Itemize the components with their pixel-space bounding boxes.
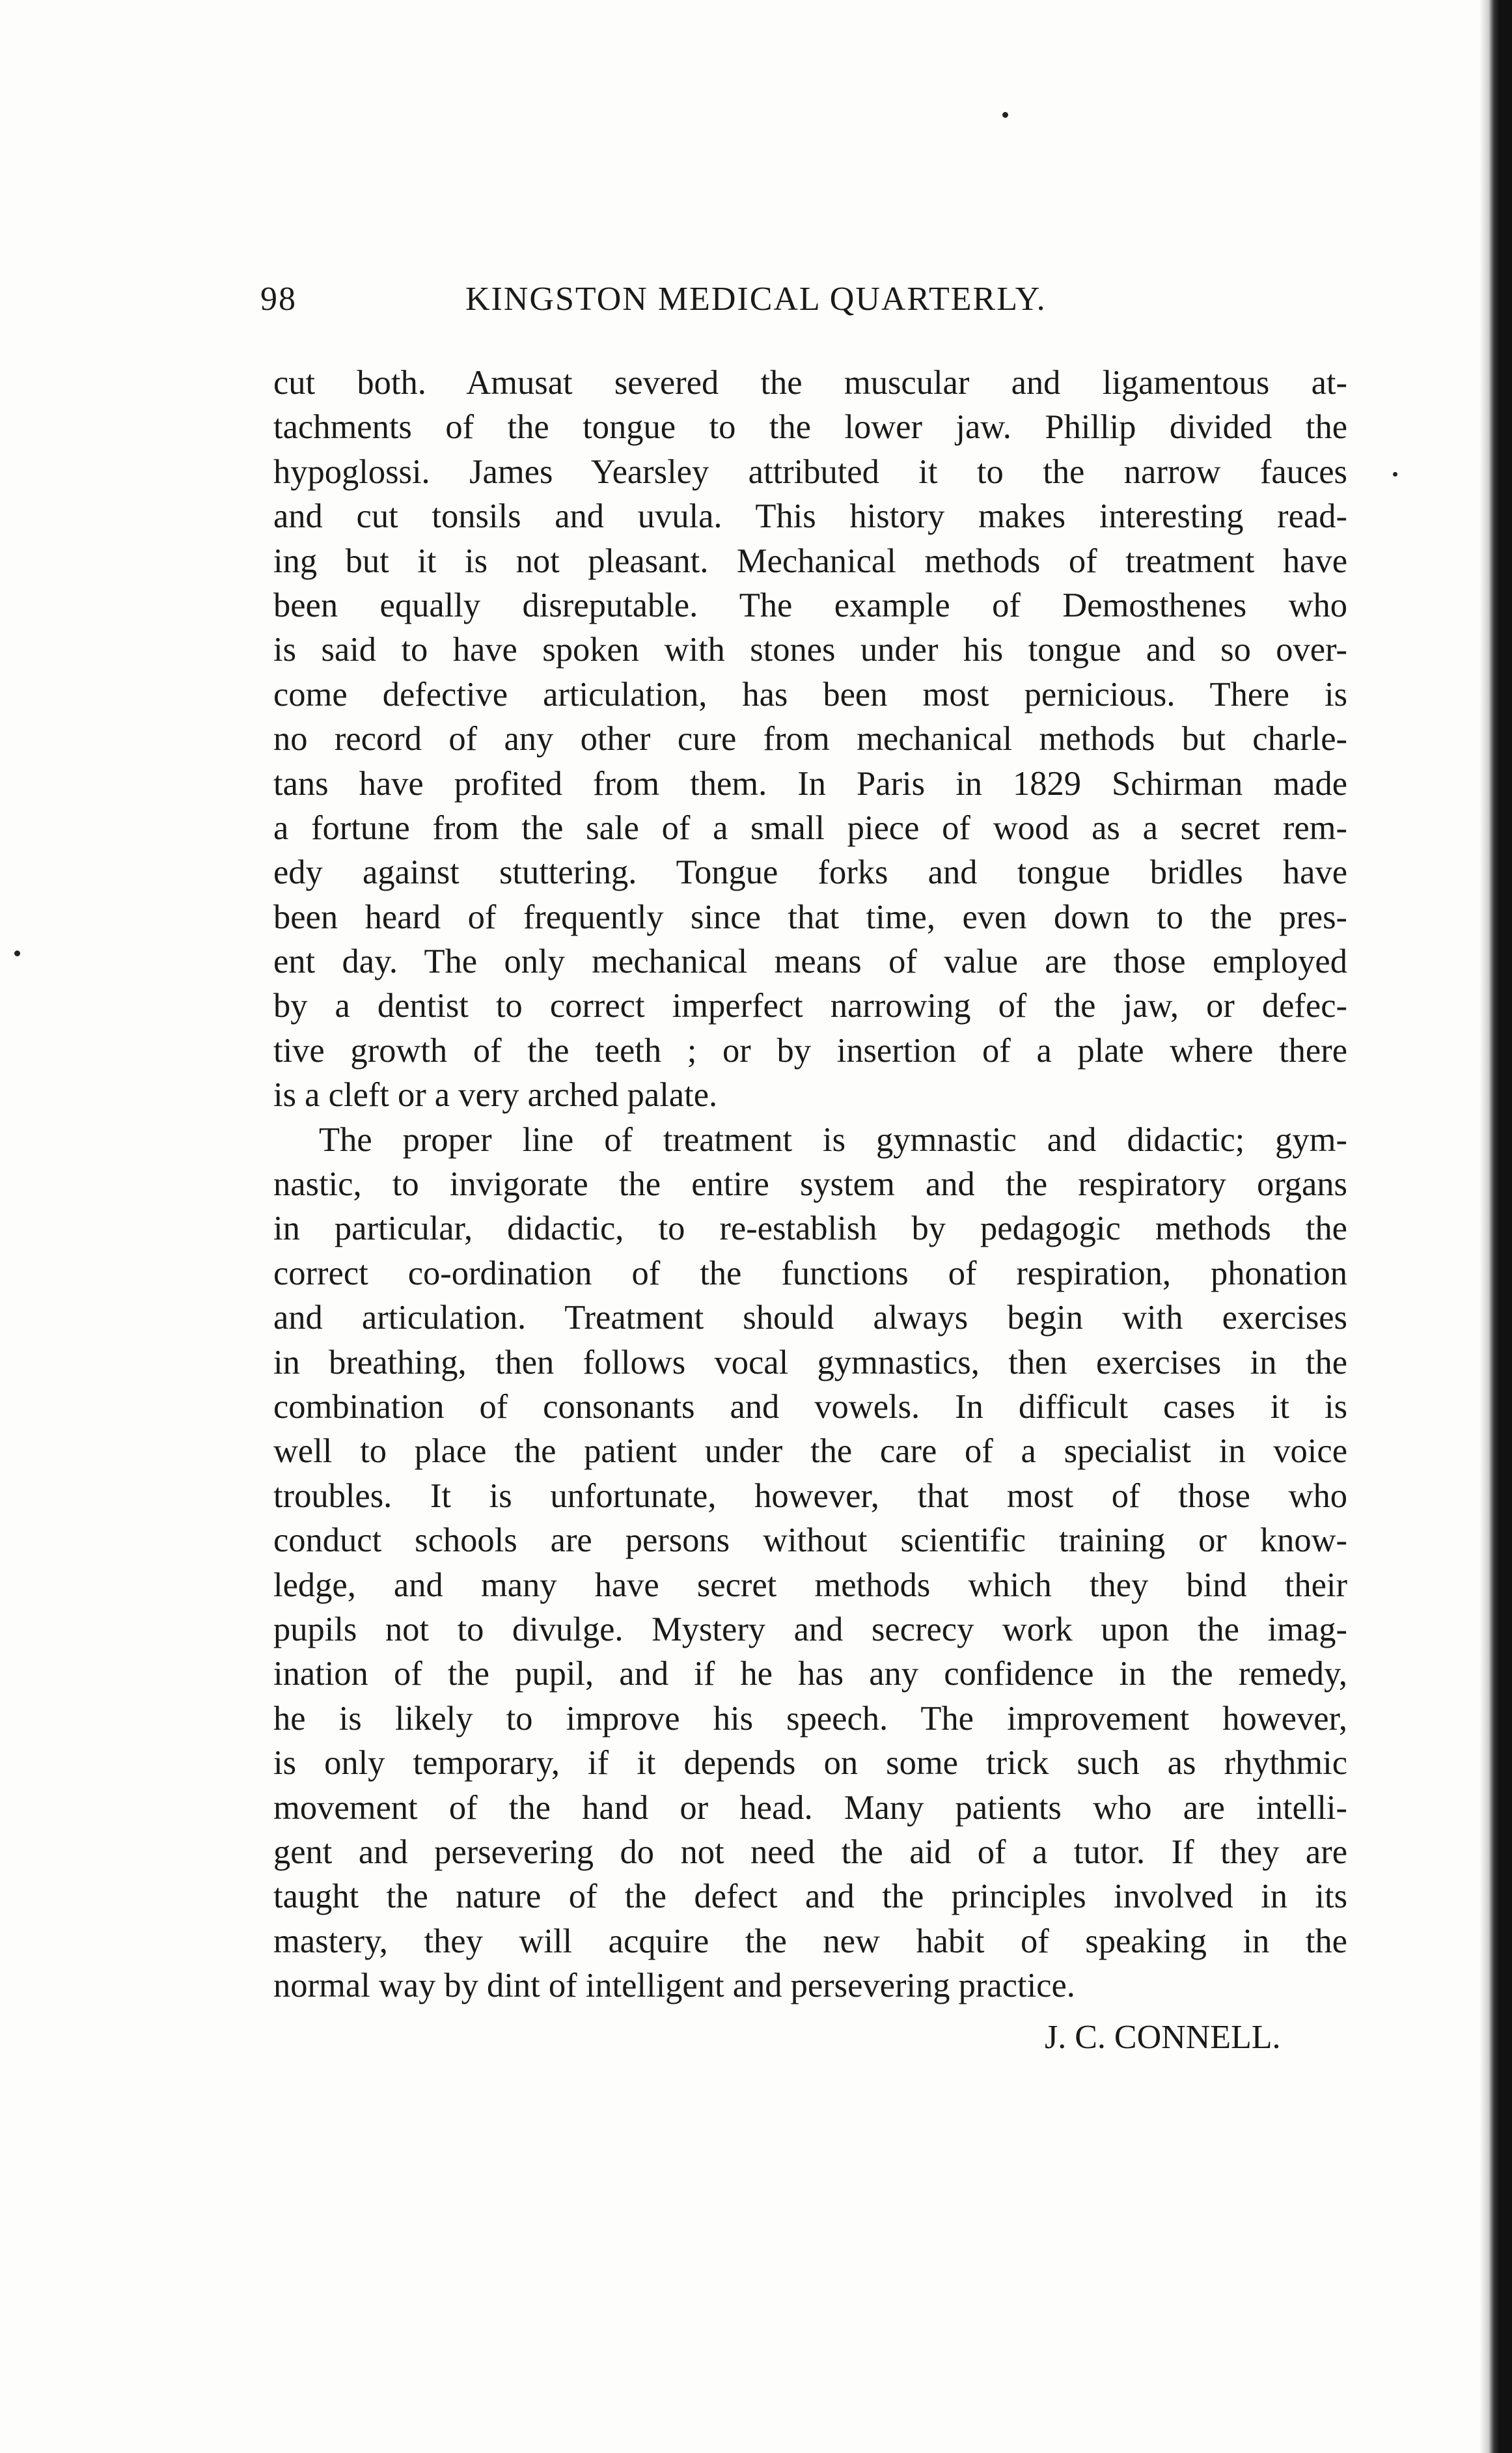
text-line: is only temporary, if it depends on some trick such as rhythmic: [273, 1744, 1347, 1782]
text-line: conduct schools are persons without scientific training or know-: [273, 1521, 1347, 1560]
text-line: nastic, to invigorate the entire system and the respiratory organs: [273, 1165, 1347, 1204]
text-line: by a dentist to correct imperfect narrowing of the jaw, or defec-: [273, 987, 1347, 1025]
text-line: ledge, and many have secret methods which they bind their: [273, 1566, 1347, 1604]
page-edge-shadow: [1479, 0, 1512, 2453]
text-line: hypoglossi. James Yearsley attributed it to the narrow fauces: [273, 452, 1347, 491]
text-line: ination of the pupil, and if he has any confidence in the remedy,: [273, 1655, 1347, 1693]
text-line: mastery, they will acquire the new habit of speaking in the: [273, 1922, 1347, 1960]
text-line: been heard of frequently since that time, even down to the pres-: [273, 898, 1347, 936]
text-line: taught the nature of the defect and the principles involved in its: [273, 1878, 1347, 1916]
print-speck: [14, 950, 20, 956]
text-line: is said to have spoken with stones under his tongue and so over-: [273, 631, 1347, 669]
text-line: ent day. The only mechanical means of value are those employed: [273, 943, 1347, 981]
page-number: 98: [260, 281, 297, 318]
print-speck: [1393, 472, 1397, 477]
text-line: is a cleft or a very arched palate.: [273, 1076, 718, 1115]
text-line: movement of the hand or head. Many patients who are intelli-: [273, 1788, 1347, 1827]
print-speck: [1002, 112, 1008, 118]
text-line: edy against stuttering. Tongue forks and tongue bridles have: [273, 853, 1347, 892]
text-line: pupils not to divulge. Mystery and secrecy work upon the imag-: [273, 1610, 1347, 1648]
text-line: ing but it is not pleasant. Mechanical methods of treatment have: [273, 542, 1347, 580]
text-line: combination of consonants and vowels. In difficult cases it is: [273, 1387, 1347, 1426]
text-line: in particular, didactic, to re-establish by pedagogic methods the: [273, 1210, 1347, 1248]
text-line: The proper line of treatment is gymnastic and didactic; gym-: [319, 1120, 1347, 1159]
text-line: gent and persevering do not need the aid of a tutor. If they are: [273, 1833, 1347, 1871]
text-line: tachments of the tongue to the lower jaw. Phillip divided the: [273, 408, 1347, 447]
author-signature: J. C. CONNELL.: [1045, 2019, 1281, 2056]
text-line: tans have profited from them. In Paris in 1829 Schirman made: [273, 764, 1347, 803]
text-line: correct co-ordination of the functions of respiration, phonation: [273, 1254, 1347, 1292]
text-line: been equally disreputable. The example of Demosthenes who: [273, 586, 1347, 624]
text-line: and cut tonsils and uvula. This history makes interesting read-: [273, 497, 1347, 536]
text-line: normal way by dint of intelligent and persevering practice.: [273, 1967, 1075, 2005]
running-head: KINGSTON MEDICAL QUARTERLY.: [465, 281, 1047, 318]
text-line: troubles. It is unfortunate, however, that most of those who: [273, 1476, 1347, 1515]
text-line: come defective articulation, has been most pernicious. There is: [273, 675, 1347, 714]
article-body: [273, 361, 1347, 2008]
page-header: [260, 280, 1178, 332]
text-line: he is likely to improve his speech. The improvement however,: [273, 1699, 1347, 1738]
text-line: well to place the patient under the care of a specialist in voice: [273, 1432, 1347, 1471]
text-line: and articulation. Treatment should always begin with exercises: [273, 1299, 1347, 1337]
text-line: no record of any other cure from mechanical methods but charle-: [273, 720, 1347, 758]
text-line: cut both. Amusat severed the muscular and ligamentous at-: [273, 364, 1347, 402]
text-line: in breathing, then follows vocal gymnastics, then exercises in the: [273, 1343, 1347, 1381]
text-line: a fortune from the sale of a small piece of wood as a secret rem-: [273, 809, 1347, 847]
text-line: tive growth of the teeth ; or by insertion of a plate where there: [273, 1031, 1347, 1070]
